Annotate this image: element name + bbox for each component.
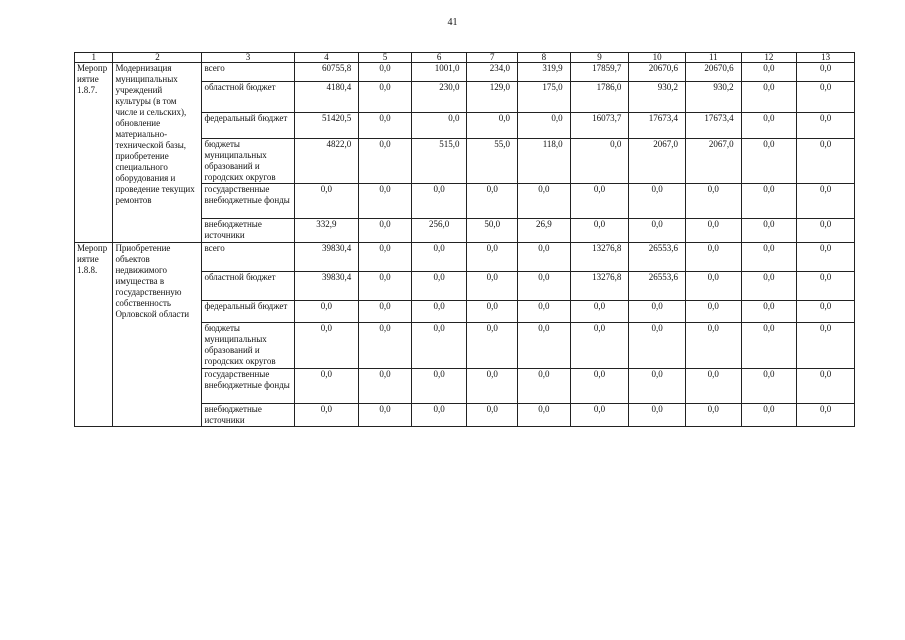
column-header: 10 (629, 53, 686, 63)
table-cell: 0,0 (629, 301, 686, 323)
table-cell: 39830,4 (294, 243, 359, 272)
table-cell: 0,0 (685, 219, 741, 243)
table-cell: 0,0 (685, 301, 741, 323)
table-cell: 0,0 (685, 243, 741, 272)
table-cell: 515,0 (411, 139, 467, 184)
table-cell: 0,0 (359, 113, 412, 139)
funding-source: бюджеты муниципальных образований и городских округов (202, 323, 294, 369)
table-cell: 0,0 (411, 272, 467, 301)
table-cell: 4180,4 (294, 82, 359, 113)
table-cell: 16073,7 (570, 113, 629, 139)
table-cell: 13276,8 (570, 272, 629, 301)
table-cell: 0,0 (797, 184, 855, 219)
column-header: 4 (294, 53, 359, 63)
header-row (75, 53, 855, 63)
table-cell: 51420,5 (294, 113, 359, 139)
table-cell: 930,2 (629, 82, 686, 113)
table-cell: 0,0 (294, 369, 359, 404)
measure-code: Мероприятие 1.8.8. (75, 243, 113, 427)
table-cell: 0,0 (797, 272, 855, 301)
table-cell: 0,0 (797, 369, 855, 404)
table-cell: 0,0 (629, 369, 686, 404)
table-cell: 175,0 (518, 82, 571, 113)
table-cell: 0,0 (685, 272, 741, 301)
table-cell: 0,0 (518, 272, 571, 301)
measure-name: Модернизация муниципальных учреждений культуры (в том числе и сельских), обновление материально-технической базы, приобретение специального оборудования и проведение текущих ремонтов (113, 63, 202, 243)
table-cell: 26553,6 (629, 272, 686, 301)
table-cell: 0,0 (570, 184, 629, 219)
table-cell: 0,0 (570, 369, 629, 404)
page-number: 41 (447, 17, 458, 28)
funding-source: внебюджетные источники (202, 219, 294, 243)
funding-source: всего (202, 243, 294, 272)
table-cell: 0,0 (411, 301, 467, 323)
table-cell: 0,0 (741, 82, 797, 113)
table-cell: 0,0 (741, 113, 797, 139)
table-cell: 0,0 (411, 184, 467, 219)
table-cell: 0,0 (359, 139, 412, 184)
table-cell: 0,0 (741, 301, 797, 323)
table-cell: 0,0 (518, 323, 571, 369)
funding-source: внебюджетные источники (202, 404, 294, 427)
table-cell: 0,0 (797, 139, 855, 184)
column-header: 5 (359, 53, 412, 63)
table-row (75, 243, 855, 272)
measure-name: Приобретение объектов недвижимого имущества в государственную собственность Орловской области (113, 243, 202, 427)
table-cell: 1786,0 (570, 82, 629, 113)
table-cell: 0,0 (570, 323, 629, 369)
table-cell: 0,0 (518, 113, 571, 139)
table-cell: 0,0 (359, 404, 412, 427)
table-cell: 13276,8 (570, 243, 629, 272)
table-cell: 0,0 (797, 243, 855, 272)
table-cell: 0,0 (294, 301, 359, 323)
table-cell: 0,0 (411, 323, 467, 369)
table-cell: 1001,0 (411, 63, 467, 82)
table-cell: 0,0 (359, 323, 412, 369)
table-cell: 0,0 (294, 323, 359, 369)
table-cell: 0,0 (741, 63, 797, 82)
table-cell: 0,0 (518, 184, 571, 219)
table-cell: 0,0 (467, 243, 518, 272)
table-cell: 26553,6 (629, 243, 686, 272)
table-cell: 256,0 (411, 219, 467, 243)
funding-source: государственные внебюджетные фонды (202, 184, 294, 219)
table-cell: 0,0 (359, 219, 412, 243)
table-cell: 0,0 (411, 113, 467, 139)
column-header: 8 (518, 53, 571, 63)
table-cell: 0,0 (797, 323, 855, 369)
table-cell: 17673,4 (685, 113, 741, 139)
column-header: 6 (411, 53, 467, 63)
table-cell: 230,0 (411, 82, 467, 113)
table-cell: 0,0 (294, 404, 359, 427)
table-cell: 0,0 (741, 323, 797, 369)
table-cell: 2067,0 (685, 139, 741, 184)
column-header: 2 (113, 53, 202, 63)
table-cell: 0,0 (467, 301, 518, 323)
table-cell: 319,9 (518, 63, 571, 82)
table-cell: 0,0 (685, 184, 741, 219)
table-cell: 0,0 (467, 404, 518, 427)
table-cell: 0,0 (741, 184, 797, 219)
funding-source: федеральный бюджет (202, 301, 294, 323)
table-cell: 0,0 (741, 404, 797, 427)
table-cell: 0,0 (467, 272, 518, 301)
table-cell: 0,0 (629, 323, 686, 369)
table-cell: 0,0 (359, 63, 412, 82)
table-cell: 50,0 (467, 219, 518, 243)
table-cell: 0,0 (629, 219, 686, 243)
table-cell: 0,0 (411, 404, 467, 427)
funding-source: бюджеты муниципальных образований и городских округов (202, 139, 294, 184)
table-cell: 39830,4 (294, 272, 359, 301)
table-cell: 0,0 (629, 404, 686, 427)
column-header: 9 (570, 53, 629, 63)
table-cell: 17673,4 (629, 113, 686, 139)
table-cell: 55,0 (467, 139, 518, 184)
table-row (75, 63, 855, 82)
table-cell: 0,0 (359, 369, 412, 404)
table-cell: 0,0 (359, 301, 412, 323)
table-cell: 2067,0 (629, 139, 686, 184)
table-cell: 0,0 (741, 369, 797, 404)
table-cell: 0,0 (741, 272, 797, 301)
table-cell: 0,0 (411, 369, 467, 404)
measure-code: Мероприятие 1.8.7. (75, 63, 113, 243)
table-cell: 26,9 (518, 219, 571, 243)
table-cell: 0,0 (359, 272, 412, 301)
table-cell: 0,0 (359, 243, 412, 272)
table-cell: 4822,0 (294, 139, 359, 184)
column-header: 13 (797, 53, 855, 63)
table-cell: 0,0 (570, 219, 629, 243)
table-cell: 0,0 (570, 404, 629, 427)
table-cell: 930,2 (685, 82, 741, 113)
table-cell: 0,0 (411, 243, 467, 272)
column-header: 7 (467, 53, 518, 63)
table-cell: 0,0 (797, 404, 855, 427)
table-cell: 0,0 (467, 113, 518, 139)
table-cell: 0,0 (570, 139, 629, 184)
table-cell: 0,0 (685, 323, 741, 369)
table-cell: 118,0 (518, 139, 571, 184)
budget-table (74, 52, 855, 427)
funding-source: всего (202, 63, 294, 82)
column-header: 3 (202, 53, 294, 63)
table-cell: 0,0 (518, 301, 571, 323)
table-cell: 0,0 (797, 301, 855, 323)
funding-source: государственные внебюджетные фонды (202, 369, 294, 404)
table-cell: 0,0 (467, 184, 518, 219)
table-cell: 332,9 (294, 219, 359, 243)
table-cell: 0,0 (797, 63, 855, 82)
table-cell: 0,0 (629, 184, 686, 219)
funding-source: областной бюджет (202, 82, 294, 113)
column-header: 1 (75, 53, 113, 63)
table-cell: 0,0 (741, 139, 797, 184)
table-cell: 0,0 (797, 219, 855, 243)
table-cell: 0,0 (359, 82, 412, 113)
table-cell: 0,0 (518, 404, 571, 427)
table-cell: 129,0 (467, 82, 518, 113)
table-cell: 0,0 (467, 323, 518, 369)
table-cell: 60755,8 (294, 63, 359, 82)
table-cell: 0,0 (467, 369, 518, 404)
funding-source: областной бюджет (202, 272, 294, 301)
funding-source: федеральный бюджет (202, 113, 294, 139)
table-cell: 0,0 (685, 369, 741, 404)
table-cell: 0,0 (518, 369, 571, 404)
table-cell: 0,0 (797, 113, 855, 139)
table-cell: 234,0 (467, 63, 518, 82)
table-cell: 0,0 (570, 301, 629, 323)
table-cell: 20670,6 (629, 63, 686, 82)
table-cell: 17859,7 (570, 63, 629, 82)
table-cell: 20670,6 (685, 63, 741, 82)
table-cell: 0,0 (518, 243, 571, 272)
column-header: 12 (741, 53, 797, 63)
table-cell: 0,0 (741, 219, 797, 243)
table-cell: 0,0 (359, 184, 412, 219)
table-cell: 0,0 (685, 404, 741, 427)
table-cell: 0,0 (294, 184, 359, 219)
column-header: 11 (685, 53, 741, 63)
table-cell: 0,0 (741, 243, 797, 272)
table-cell: 0,0 (797, 82, 855, 113)
